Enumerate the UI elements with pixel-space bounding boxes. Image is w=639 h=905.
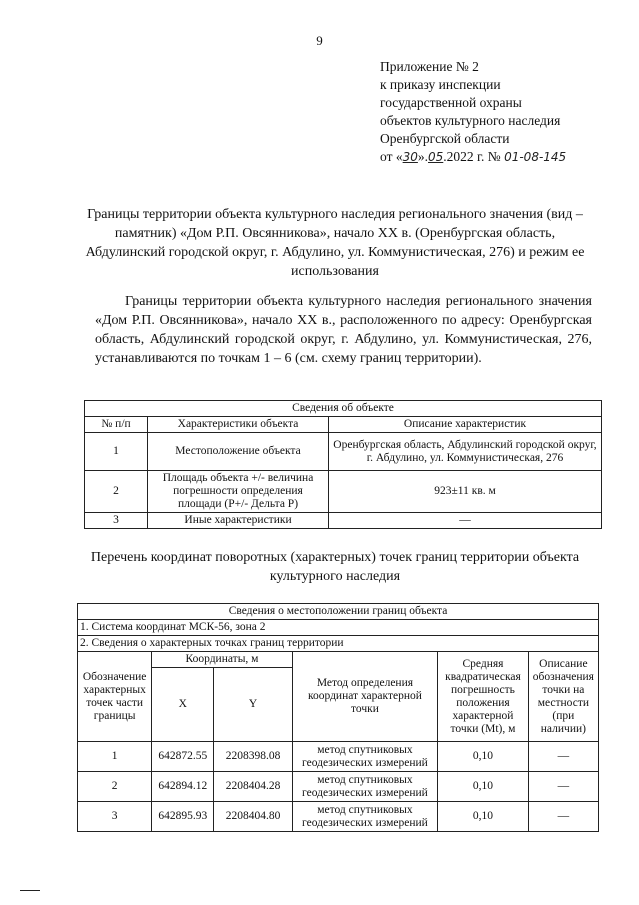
date-month: 05 (428, 150, 444, 164)
column-header: Описание обозначения точки на местности (при наличии) (528, 652, 598, 742)
table-row (85, 471, 602, 513)
section-heading: 2. Сведения о характерных точках границ территории (78, 636, 599, 652)
table-cell: 2 (85, 471, 148, 513)
column-header: Метод определения координат характерной точки (292, 652, 438, 742)
coordinates-title: Перечень координат поворотных (характерных) точек границ территории объекта культурного наследия (90, 550, 580, 584)
table-cell: — (528, 802, 598, 832)
table-cell: Площадь объекта +/- величина погрешности определения площади (P+/- Дельта P) (148, 471, 329, 513)
coordinate-system: 1. Система координат МСК-56, зона 2 (78, 620, 599, 636)
table-cell: Местоположение объекта (148, 433, 329, 471)
date-day: 30 (402, 150, 418, 164)
table-cell: 1 (78, 742, 152, 772)
column-header: № п/п (85, 417, 148, 433)
table-row (85, 513, 602, 529)
table-cell: 2208398.08 (214, 742, 292, 772)
date-mid: ». (417, 149, 429, 164)
table-cell: 0,10 (438, 802, 529, 832)
column-header: Описание характеристик (329, 417, 602, 433)
object-info-table (84, 400, 602, 529)
table-cell: 642894.12 (152, 772, 214, 802)
table-cell: 0,10 (438, 772, 529, 802)
table-row (85, 433, 602, 471)
column-header: Координаты, м (152, 652, 292, 668)
footnote-divider (20, 890, 40, 891)
table-cell: 923±11 кв. м (329, 471, 602, 513)
date-year: .2022 г. № (443, 149, 501, 164)
coordinates-table (77, 603, 599, 832)
annex-line: к приказу инспекции (380, 77, 501, 92)
table-cell: Оренбургская область, Абдулинский городской округ, г. Абдулино, ул. Коммунистическая, 276 (329, 433, 602, 471)
column-header: Y (214, 668, 292, 742)
table-caption: Сведения о местоположении границ объекта (78, 604, 599, 620)
table-cell: 2208404.28 (214, 772, 292, 802)
annex-line: объектов культурного наследия (380, 113, 561, 128)
table-cell: — (528, 742, 598, 772)
document-title: Границы территории объекта культурного наследия регионального значения (вид – памятник) «Дом Р.П. Овсянникова», начало XX в. (Оренбургская область, Абдулинский городской округ, г. Абдулино, ул. Коммунистическая, 276) и режим ее использования (85, 207, 585, 279)
column-header: Средняя квадратическая погрешность положения характерной точки (Mt), м (438, 652, 529, 742)
table-cell: метод спутниковых геодезических измерений (292, 742, 438, 772)
annex-line: Оренбургской области (380, 131, 510, 146)
table-cell: метод спутниковых геодезических измерений (292, 802, 438, 832)
order-number: 01-08-145 (504, 150, 567, 164)
boundary-paragraph: Границы территории объекта культурного наследия регионального значения «Дом Р.П. Овсянникова», начало XX в., расположенного по адресу: Оренбургская область, Абдулинский городской округ, г. Абдулино, ул. Коммунистическая, 276, устанавливаются по точкам 1 – 6 (см. схему границ территории). (95, 294, 592, 366)
column-header: Характеристики объекта (148, 417, 329, 433)
table-cell: 3 (85, 513, 148, 529)
table-cell: 3 (78, 802, 152, 832)
table-cell: — (528, 772, 598, 802)
annex-line: Приложение № 2 (380, 59, 479, 74)
column-header: X (152, 668, 214, 742)
table-caption: Сведения об объекте (85, 401, 602, 417)
order-date-line (380, 148, 566, 166)
table-row (78, 772, 599, 802)
table-cell: 642895.93 (152, 802, 214, 832)
table-cell: 0,10 (438, 742, 529, 772)
table-cell: — (329, 513, 602, 529)
annex-block (380, 58, 566, 166)
table-cell: 2 (78, 772, 152, 802)
table-row (78, 802, 599, 832)
date-prefix: от « (380, 149, 403, 164)
annex-line: государственной охраны (380, 95, 522, 110)
page-number: 9 (316, 33, 323, 48)
column-header: Обозначение характерных точек части границы (78, 652, 152, 742)
table-cell: 1 (85, 433, 148, 471)
table-row (78, 742, 599, 772)
table-cell: Иные характеристики (148, 513, 329, 529)
table-cell: 2208404.80 (214, 802, 292, 832)
table-cell: метод спутниковых геодезических измерений (292, 772, 438, 802)
table-cell: 642872.55 (152, 742, 214, 772)
